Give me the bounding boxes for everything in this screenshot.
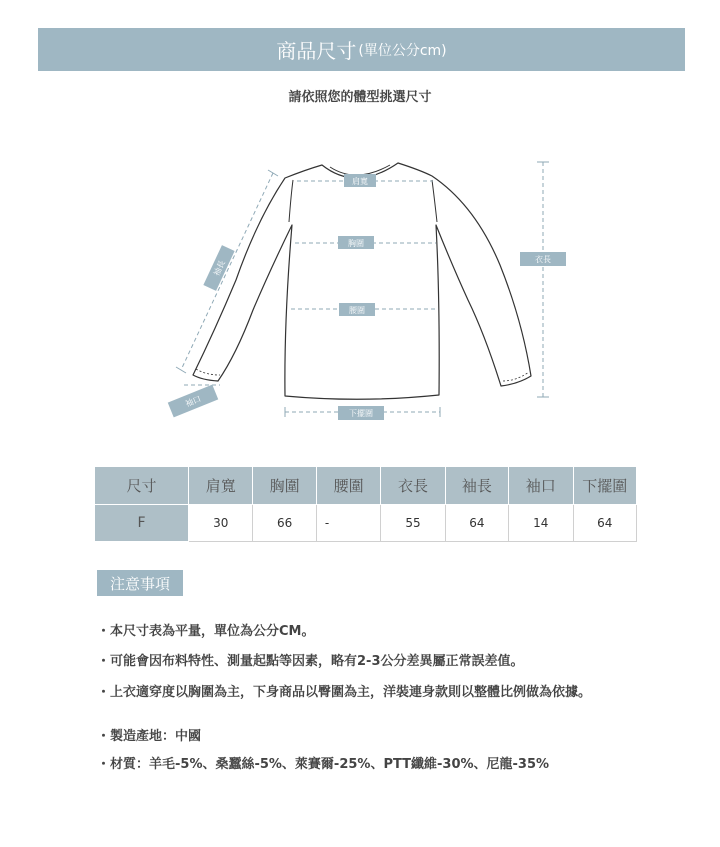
label-waist (339, 303, 375, 316)
svg-text:衣長: 衣長 (535, 255, 551, 264)
size-table (94, 466, 637, 542)
label-length (520, 252, 566, 266)
length-value: 55 (381, 505, 445, 542)
header-waist: 腰圍 (316, 467, 380, 505)
note-item: ・上衣適穿度以胸圍為主，下身商品以臀圍為主，洋裝連身款則以整體比例做為依據。 (97, 685, 592, 700)
label-chest (338, 236, 374, 249)
label-sleeve-length (203, 245, 234, 291)
notes-title: 注意事項 (97, 570, 183, 596)
header-chest: 胸圍 (253, 467, 316, 505)
note-item: ・本尺寸表為平量，單位為公分CM。 (97, 624, 315, 639)
svg-text:袖長: 袖長 (211, 259, 227, 278)
note-item: ・製造產地：中國 (97, 729, 202, 744)
label-shoulder (344, 174, 376, 187)
measurement-lines (181, 162, 543, 412)
table-row (95, 505, 637, 542)
svg-text:肩寬: 肩寬 (352, 177, 368, 186)
size-value: F (95, 505, 189, 542)
label-cuff (168, 385, 218, 418)
note-item: ・材質：羊毛-5%、桑蠶絲-5%、萊賽爾-25%、PTT纖維-30%、尼龍-35% (97, 757, 550, 772)
svg-text:胸圍: 胸圍 (348, 239, 364, 248)
svg-text:袖口: 袖口 (184, 394, 203, 409)
svg-text:下擺圍: 下擺圍 (349, 409, 373, 418)
header-size: 尺寸 (95, 467, 189, 505)
hem-value: 64 (573, 505, 636, 542)
unit-label: (單位公分cm) (358, 42, 447, 59)
header-hem: 下擺圍 (573, 467, 636, 505)
note-item: ・可能會因布料特性、測量起點等因素，略有2-3公分差異屬正常誤差值。 (97, 654, 524, 669)
sweater-outline (193, 163, 531, 399)
cuff-value: 14 (509, 505, 573, 542)
label-hem (338, 406, 384, 420)
subtitle: 請依照您的體型挑選尺寸 (288, 90, 432, 105)
svg-text:腰圍: 腰圍 (349, 306, 365, 315)
header-shoulder: 肩寬 (189, 467, 253, 505)
header-length: 衣長 (381, 467, 445, 505)
sleeve-length-value: 64 (445, 505, 508, 542)
chest-value: 66 (253, 505, 316, 542)
table-header-row (95, 467, 637, 505)
waist-value: - (316, 505, 380, 542)
page-title: 商品尺寸 (276, 39, 357, 63)
header-cuff: 袖口 (509, 467, 573, 505)
header-sleeve-length: 袖長 (445, 467, 508, 505)
shoulder-value: 30 (189, 505, 253, 542)
